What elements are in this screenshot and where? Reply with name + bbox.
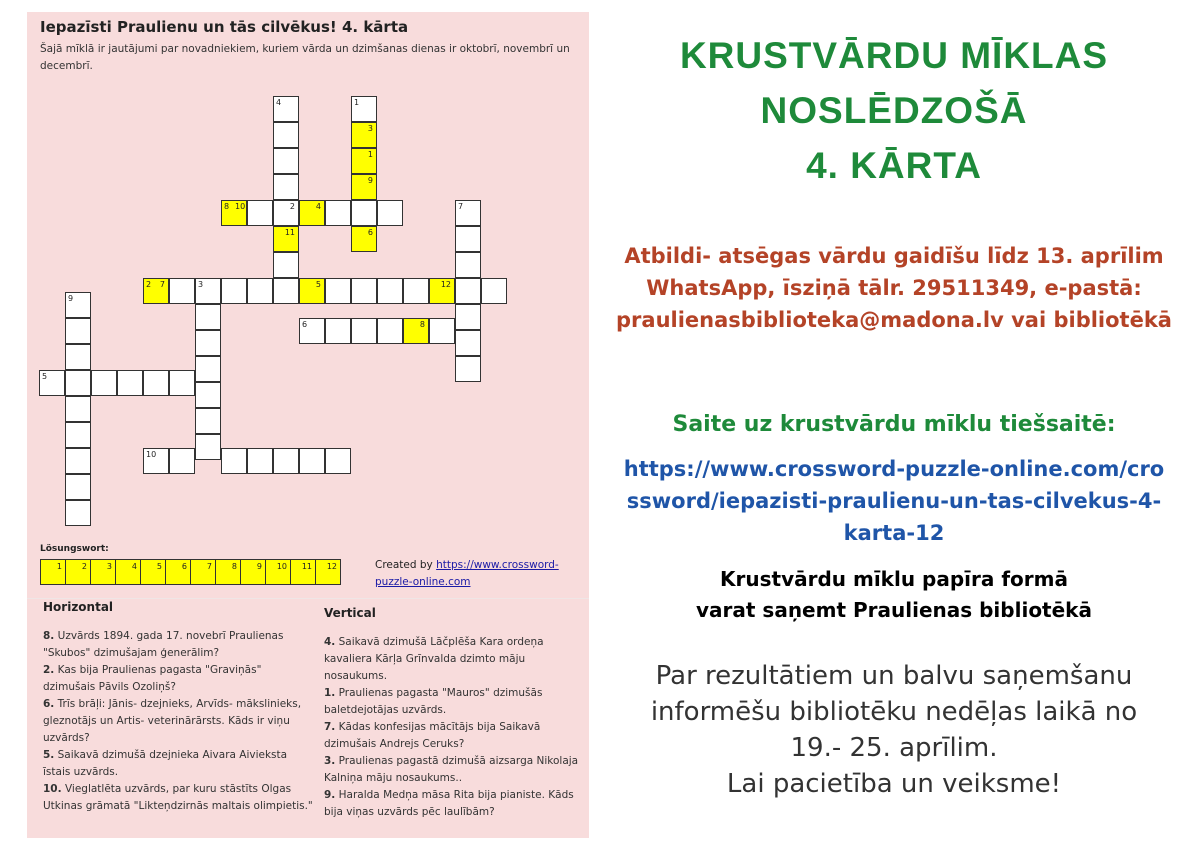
crossword-cell[interactable] — [273, 174, 299, 200]
solution-cell[interactable]: 1 — [40, 559, 66, 585]
crossword-cell[interactable] — [273, 278, 299, 304]
crossword-cell[interactable] — [455, 226, 481, 252]
clue-number: 5 — [42, 372, 48, 381]
solution-index: 9 — [367, 176, 373, 185]
crossword-cell[interactable] — [65, 500, 91, 526]
crossword-cell[interactable] — [221, 200, 247, 226]
solution-index: 8 — [419, 320, 425, 329]
crossword-cell[interactable] — [273, 200, 299, 226]
crossword-cell[interactable] — [429, 278, 455, 304]
results-line: informēšu bibliotēku nedēļas laikā no — [650, 697, 1138, 727]
solution-cell[interactable]: 4 — [115, 559, 141, 585]
horizontal-clues — [43, 600, 313, 815]
clue-number: 10 — [235, 202, 246, 211]
crossword-cell[interactable] — [299, 318, 325, 344]
clue-number: 10 — [146, 450, 157, 459]
solution-cell[interactable]: 3 — [90, 559, 116, 585]
clue: 10. Vieglatlēta uzvārds, par kuru stāstīts Olgas Utkinas grāmatā "Likteņdzirnās maltais olimpietis." — [43, 783, 313, 812]
solution-label: Lösungswort: — [40, 544, 109, 554]
clue-number: 4 — [276, 98, 282, 107]
solution-index: 3 — [367, 124, 373, 133]
link-heading: Saite uz krustvārdu mīklu tiešsaitē: — [672, 412, 1116, 437]
clue-number: 3 — [198, 280, 204, 289]
crossword-cell[interactable] — [247, 278, 273, 304]
crossword-cell[interactable] — [143, 370, 169, 396]
results-line: Lai pacietība un veiksme! — [726, 769, 1062, 799]
crossword-panel — [27, 12, 589, 838]
crossword-cell[interactable] — [377, 200, 403, 226]
clue: 6. Trīs brāļi: Jānis- dzejnieks, Arvīds- mākslinieks, gleznotājs un Artis- veterinārārsts. Kāds ir viņu uzvārds? — [43, 698, 302, 744]
crossword-cell[interactable] — [273, 96, 299, 122]
puzzle-intro: Šajā mīklā ir jautājumi par novadniekiem, kuriem vārda un dzimšanas dienas ir oktobrī, novembrī un decembrī. — [40, 43, 570, 72]
solution-cell[interactable]: 5 — [140, 559, 166, 585]
crossword-cell[interactable] — [325, 448, 351, 474]
clue: 9. Haralda Medņa māsa Rita bija pianiste. Kāds bija viņas uzvārds pēc laulībām? — [324, 789, 574, 818]
crossword-cell[interactable] — [195, 304, 221, 330]
crossword-cell[interactable] — [455, 252, 481, 278]
crossword-cell[interactable] — [247, 200, 273, 226]
puzzle-link[interactable]: https://www.crossword-puzzle-online.com/crossword/iepazisti-praulienu-un-tas-cilvekus-4-karta-12 — [623, 457, 1165, 545]
paper-line: Krustvārdu mīklu papīra formā — [720, 567, 1068, 591]
solution-index: 12 — [440, 280, 451, 289]
headline-line: 4. KĀRTA — [806, 145, 982, 186]
headline-line: KRUSTVĀRDU MĪKLAS — [679, 35, 1109, 76]
crossword-cell[interactable] — [65, 318, 91, 344]
crossword-cell[interactable] — [65, 422, 91, 448]
crossword-cell[interactable] — [65, 292, 91, 318]
clue: 2. Kas bija Praulienas pagasta "Graviņās" dzimušais Pāvils Ozoliņš? — [43, 664, 262, 693]
created-link[interactable]: https://www.crossword-puzzle-online.com — [375, 559, 559, 588]
crossword-cell[interactable] — [273, 226, 299, 252]
crossword-cell[interactable] — [455, 356, 481, 382]
crossword-cell[interactable] — [91, 370, 117, 396]
crossword-cell[interactable] — [351, 148, 377, 174]
crossword-cell[interactable] — [455, 200, 481, 226]
crossword-cell[interactable] — [169, 370, 195, 396]
crossword-cell[interactable] — [39, 370, 65, 396]
headline — [610, 28, 1178, 193]
clue: 8. Uzvārds 1894. gada 17. novebrī Praulienas "Skubos" dzimušajam ģenerālim? — [43, 630, 284, 659]
clue: 1. Praulienas pagasta "Mauros" dzimušās baletdejotājas uzvārds. — [324, 687, 543, 716]
crossword-cell[interactable] — [65, 474, 91, 500]
clue: 4. Saikavā dzimušā Lāčplēša Kara ordeņa kavaliera Kārļa Grīnvalda dzimto māju nosaukums. — [324, 636, 544, 682]
crossword-cell[interactable] — [169, 448, 195, 474]
solution-index: 6 — [367, 228, 373, 237]
crossword-cell[interactable] — [299, 200, 325, 226]
crossword-cell[interactable] — [195, 434, 221, 460]
puzzle-title: Iepazīsti Praulienu un tās cilvēkus! 4. kārta — [40, 18, 409, 36]
created-by — [375, 557, 585, 591]
vertical-heading: Vertical — [324, 606, 376, 620]
crossword-grid — [27, 12, 589, 552]
solution-cell[interactable]: 11 — [290, 559, 316, 585]
solution-cell[interactable]: 10 — [265, 559, 291, 585]
paper-line: varat saņemt Praulienas bibliotēkā — [696, 598, 1092, 622]
answer-instructions: Atbildi- atsēgas vārdu gaidīšu līdz 13. aprīlim WhatsApp, īsziņā tālr. 29511349, e-pastā: praulienasbiblioteka@madona.lv vai bibliotēkā — [616, 244, 1172, 332]
crossword-cell[interactable] — [481, 278, 507, 304]
crossword-cell[interactable] — [195, 330, 221, 356]
crossword-cell[interactable] — [221, 448, 247, 474]
crossword-cell[interactable] — [325, 200, 351, 226]
crossword-cell[interactable] — [325, 318, 351, 344]
crossword-cell[interactable] — [299, 448, 325, 474]
crossword-cell[interactable] — [455, 330, 481, 356]
crossword-cell[interactable] — [351, 96, 377, 122]
headline-line: NOSLĒDZOŠĀ — [760, 90, 1028, 131]
crossword-cell[interactable] — [351, 174, 377, 200]
crossword-cell[interactable] — [455, 278, 481, 304]
paper-notice — [610, 564, 1178, 626]
results-line: 19.- 25. aprīlim. — [790, 733, 998, 763]
horizontal-heading: Horizontal — [43, 600, 114, 614]
crossword-cell[interactable] — [429, 318, 455, 344]
solution-row — [40, 559, 340, 585]
solution-index: 5 — [315, 280, 321, 289]
clue-number: 8 — [224, 202, 230, 211]
clue-number: 9 — [68, 294, 74, 303]
results-notice — [610, 658, 1178, 802]
crossword-cell[interactable] — [65, 448, 91, 474]
crossword-cell[interactable] — [143, 278, 169, 304]
crossword-cell[interactable] — [195, 278, 221, 304]
clue-number: 6 — [302, 320, 308, 329]
solution-cell[interactable]: 2 — [65, 559, 91, 585]
solution-cell[interactable]: 6 — [165, 559, 191, 585]
crossword-cell[interactable] — [143, 448, 169, 474]
crossword-cell[interactable] — [455, 304, 481, 330]
solution-cell[interactable]: 8 — [215, 559, 241, 585]
crossword-cell[interactable] — [65, 344, 91, 370]
crossword-cell[interactable] — [351, 200, 377, 226]
crossword-cell[interactable] — [351, 278, 377, 304]
crossword-cell[interactable] — [195, 356, 221, 382]
crossword-cell[interactable] — [65, 396, 91, 422]
crossword-cell[interactable] — [273, 252, 299, 278]
crossword-cell[interactable] — [351, 122, 377, 148]
solution-index: 1 — [367, 150, 373, 159]
solution-cell[interactable]: 9 — [240, 559, 266, 585]
solution-cell[interactable]: 7 — [190, 559, 216, 585]
crossword-cell[interactable] — [195, 382, 221, 408]
created-label: Created by — [375, 559, 433, 571]
divider — [27, 598, 589, 599]
crossword-cell[interactable] — [65, 370, 91, 396]
results-line: Par rezultātiem un balvu saņemšanu — [655, 661, 1133, 691]
solution-index: 2 — [289, 202, 295, 211]
solution-index: 4 — [315, 202, 321, 211]
clue: 3. Praulienas pagastā dzimušā aizsarga Nikolaja Kalniņa māju nosaukums.. — [324, 755, 579, 784]
crossword-cell[interactable] — [169, 278, 195, 304]
crossword-cell[interactable] — [351, 226, 377, 252]
clue-number: 1 — [354, 98, 360, 107]
crossword-cell[interactable] — [403, 278, 429, 304]
crossword-cell[interactable] — [247, 448, 273, 474]
crossword-cell[interactable] — [273, 448, 299, 474]
vertical-clues — [324, 606, 584, 821]
crossword-cell[interactable] — [377, 318, 403, 344]
solution-index: 7 — [159, 280, 165, 289]
crossword-cell[interactable] — [299, 278, 325, 304]
clue: 5. Saikavā dzimušā dzejnieka Aivara Aivieksta īstais uzvārds. — [43, 749, 288, 778]
crossword-cell[interactable] — [403, 318, 429, 344]
crossword-cell[interactable] — [273, 122, 299, 148]
clue: 7. Kādas konfesijas mācītājs bija Saikavā dzimušais Andrejs Ceruks? — [324, 721, 541, 750]
clue-number: 7 — [458, 202, 464, 211]
crossword-cell[interactable] — [117, 370, 143, 396]
crossword-cell[interactable] — [377, 278, 403, 304]
crossword-cell[interactable] — [195, 408, 221, 434]
crossword-cell[interactable] — [221, 278, 247, 304]
crossword-cell[interactable] — [351, 318, 377, 344]
crossword-cell[interactable] — [273, 148, 299, 174]
clue-number: 2 — [146, 280, 152, 289]
solution-index: 11 — [284, 228, 295, 237]
crossword-cell[interactable] — [325, 278, 351, 304]
solution-cell[interactable]: 12 — [315, 559, 341, 585]
